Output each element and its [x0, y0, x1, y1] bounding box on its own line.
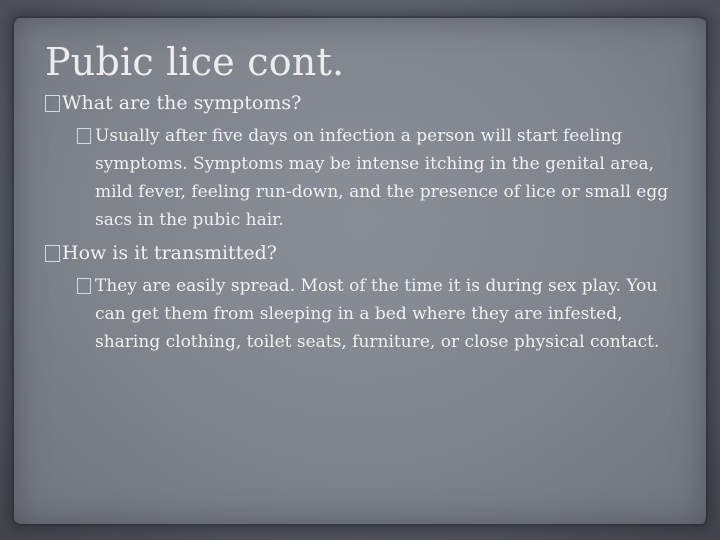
- bullet-heading-transmission: [45, 238, 685, 268]
- bullet-glyph-icon: [45, 245, 60, 262]
- heading-transmission-text: How is it transmitted?: [62, 242, 277, 264]
- heading-symptoms-text: What are the symptoms?: [62, 92, 302, 114]
- bullet-detail-symptoms: [95, 122, 685, 234]
- slide-body: [45, 88, 685, 356]
- bullet-heading-symptoms: [45, 88, 685, 118]
- slide-title: Pubic lice cont.: [45, 40, 345, 84]
- bullet-glyph-icon: [45, 95, 60, 112]
- bullet-glyph-icon: [77, 128, 91, 144]
- detail-symptoms-text: Usually after five days on infection a person will start feeling symptoms. Symptoms may be intense itching in the genital area, mild fever, feeling run-down, and the presence of lice or small egg sacs in the pubic hair.: [95, 126, 669, 230]
- detail-transmission-text: They are easily spread. Most of the time it is during sex play. You can get them from sleeping in a bed where they are infested, sharing clothing, toilet seats, furniture, or close physical contact.: [95, 276, 660, 352]
- bullet-detail-transmission: [95, 272, 685, 356]
- bullet-glyph-icon: [77, 278, 91, 294]
